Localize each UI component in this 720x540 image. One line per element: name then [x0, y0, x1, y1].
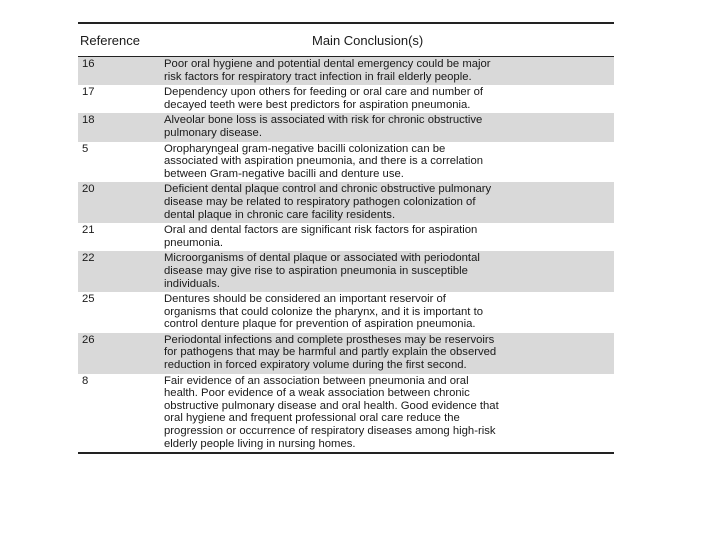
- table-row: [78, 292, 614, 333]
- row-conclusion: Dependency upon others for feeding or oral care and number of decayed teeth were best predictors for aspiration pneumonia.: [164, 86, 484, 111]
- table-row: [78, 113, 614, 141]
- row-conclusion: Deficient dental plaque control and chronic obstructive pulmonary disease may be related to respiratory pathogen colonization of dental plaque in chronic care facility residents.: [164, 183, 492, 221]
- row-conclusion: Dentures should be considered an important reservoir of organisms that could colonize the pharynx, and it is important to control denture plaque for prevention of aspiration pneumonia.: [164, 293, 483, 331]
- table-bottom-rule: [78, 452, 614, 454]
- row-reference: 20: [82, 183, 95, 196]
- header-reference: Reference: [80, 32, 140, 48]
- row-conclusion: Poor oral hygiene and potential dental emergency could be major risk factors for respiratory tract infection in frail elderly people.: [164, 58, 491, 83]
- row-reference: 5: [82, 142, 89, 155]
- table-row: [78, 333, 614, 374]
- row-reference: 18: [82, 114, 95, 127]
- row-reference: 26: [82, 333, 95, 346]
- row-reference: 21: [82, 224, 95, 237]
- table-row: [78, 182, 614, 223]
- row-conclusion: Periodontal infections and complete prostheses may be reservoirs for pathogens that may be harmful and partly explain the observed reduction in forced expiratory volume during the first second.: [164, 333, 497, 372]
- table-row: [78, 57, 614, 85]
- row-reference: 22: [82, 252, 95, 265]
- header-main-conclusions: Main Conclusion(s): [312, 32, 424, 48]
- row-conclusion: Alveolar bone loss is associated with risk for chronic obstructive pulmonary disease.: [164, 114, 483, 139]
- row-conclusion: Oral and dental factors are significant risk factors for aspiration pneumonia.: [164, 224, 478, 249]
- table-row: [78, 142, 614, 183]
- table-row: [78, 374, 614, 453]
- row-conclusion: Microorganisms of dental plaque or associated with periodontal disease may give rise to aspiration pneumonia in susceptible individuals.: [164, 252, 480, 290]
- conclusions-table: [78, 22, 614, 454]
- row-reference: 25: [82, 293, 95, 306]
- table-row: [78, 85, 614, 113]
- table-row: [78, 251, 614, 292]
- row-conclusion: Oropharyngeal gram-negative bacilli colonization can be associated with aspiration pneumonia, and there is a correlation between Gram-negative bacilli and denture use.: [164, 142, 484, 180]
- table-row: [78, 223, 614, 251]
- table-header: [78, 24, 614, 56]
- row-conclusion: Fair evidence of an association between pneumonia and oral health. Poor evidence of a weak association between chronic obstructive pulmonary disease and oral health. Good evidence that oral hygiene and frequent professional oral care reduce the progression or occurrence of respiratory diseases among high-risk elderly people living in nursing homes.: [164, 374, 499, 450]
- row-reference: 17: [82, 86, 95, 99]
- row-reference: 8: [82, 374, 89, 387]
- row-reference: 16: [82, 58, 95, 70]
